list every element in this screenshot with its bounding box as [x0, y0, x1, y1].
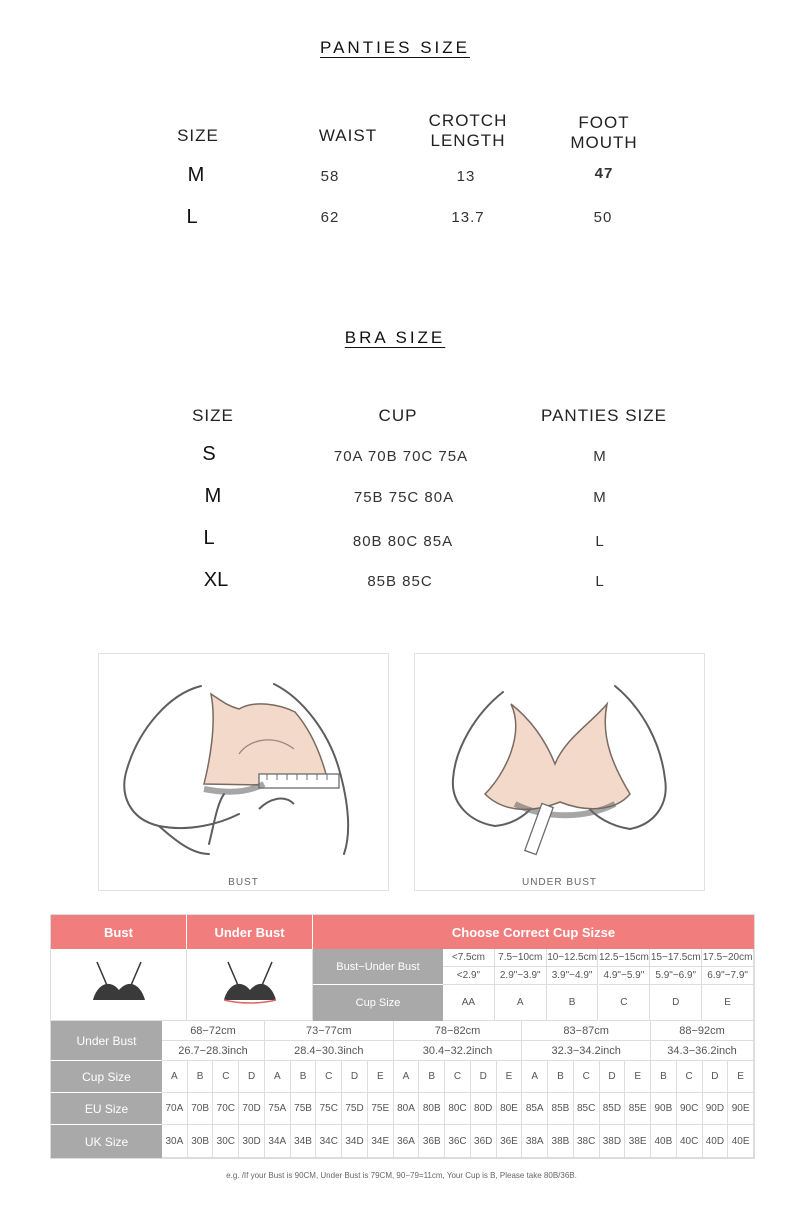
cup-size-cell: A — [394, 1061, 420, 1093]
panties-header-crotch-length: CROTCH LENGTH — [428, 111, 508, 150]
diff-inch-cell: 3.9"−4.9" — [547, 967, 599, 985]
uk-size-cell: 30B — [188, 1125, 214, 1158]
eu-size-cell: 70A — [162, 1093, 188, 1125]
eu-size-cell: 80B — [419, 1093, 445, 1125]
cup-size-cell: E — [497, 1061, 523, 1093]
eu-size-cell: 80A — [394, 1093, 420, 1125]
under-bust-cm-cell: 83−87cm — [522, 1021, 651, 1041]
eu-size-cell: 75D — [342, 1093, 368, 1125]
uk-size-cell: 38C — [574, 1125, 600, 1158]
panties-header-foot-mouth: FOOT MOUTH — [570, 113, 638, 152]
diff-cm-cell: 12.5−15cm — [599, 949, 651, 967]
row-label-under-bust: Under Bust — [51, 1021, 162, 1061]
eu-size-cell: 85B — [548, 1093, 574, 1125]
bra-row-cup: 80B 80C 85A — [352, 533, 454, 550]
panties-row-crotch: 13 — [456, 168, 476, 185]
eu-size-cell: 85C — [574, 1093, 600, 1125]
uk-size-cell: 36B — [419, 1125, 445, 1158]
eu-size-cell: 85A — [522, 1093, 548, 1125]
panties-header-size: SIZE — [177, 126, 219, 145]
under-bust-cm-cell: 73−77cm — [265, 1021, 394, 1041]
cup-size-cell: C — [316, 1061, 342, 1093]
eu-size-cell: 70B — [188, 1093, 214, 1125]
bra-icon — [220, 960, 280, 1010]
bust-bra-image — [51, 949, 187, 1021]
panties-row-size: M — [187, 164, 205, 186]
diff-inch-cell: 5.9"−6.9" — [650, 967, 702, 985]
uk-size-cell: 30C — [213, 1125, 239, 1158]
cup-letter-cell: D — [650, 985, 702, 1021]
cup-size-cell: B — [651, 1061, 677, 1093]
under-bust-inch-cell: 34.3−36.2inch — [651, 1041, 754, 1061]
uk-size-cell: 34D — [342, 1125, 368, 1158]
eu-size-cell: 80D — [471, 1093, 497, 1125]
uk-size-cell: 36D — [471, 1125, 497, 1158]
cup-size-cell: E — [368, 1061, 394, 1093]
row-label-uk-size: UK Size — [51, 1125, 162, 1158]
cup-size-chart — [50, 914, 755, 1159]
cup-size-cell: A — [265, 1061, 291, 1093]
eu-size-cell: 70D — [239, 1093, 265, 1125]
under-bust-measure-illustration — [415, 654, 704, 874]
diff-cm-cell: 10−12.5cm — [547, 949, 599, 967]
label-bust-minus-under-bust: Bust−Under Bust — [313, 949, 443, 985]
eu-size-cell: 75C — [316, 1093, 342, 1125]
under-bust-caption: UNDER BUST — [521, 877, 597, 888]
uk-size-cell: 30D — [239, 1125, 265, 1158]
under-bust-inch-cell: 26.7−28.3inch — [162, 1041, 265, 1061]
eu-size-cell: 75E — [368, 1093, 394, 1125]
bra-row-panties: L — [595, 573, 605, 590]
cup-size-cell: C — [213, 1061, 239, 1093]
panties-row-waist: 62 — [320, 209, 340, 226]
uk-size-cell: 40C — [677, 1125, 703, 1158]
under-bust-inch-cell: 30.4−32.2inch — [394, 1041, 523, 1061]
diff-cm-cell: 17.5−20cm — [702, 949, 754, 967]
bra-row-cup: 85B 85C — [367, 573, 433, 590]
bra-row-panties: M — [593, 489, 607, 506]
uk-size-cell: 34B — [291, 1125, 317, 1158]
cup-letter-cell: A — [495, 985, 547, 1021]
panties-row-foot: 50 — [593, 209, 613, 226]
cup-size-cell: B — [548, 1061, 574, 1093]
panties-row-waist: 58 — [320, 168, 340, 185]
under-bust-cm-cell: 78−82cm — [394, 1021, 523, 1041]
panties-row-size: L — [186, 206, 198, 228]
cup-size-cell: A — [522, 1061, 548, 1093]
eu-size-cell: 70C — [213, 1093, 239, 1125]
cup-letter-cell: E — [702, 985, 754, 1021]
eu-size-cell: 75A — [265, 1093, 291, 1125]
cup-size-cell: D — [239, 1061, 265, 1093]
header-choose-cup: Choose Correct Cup Sizse — [313, 915, 754, 949]
row-label-cup-size: Cup Size — [51, 1061, 162, 1093]
eu-size-cell: 90B — [651, 1093, 677, 1125]
under-bust-cm-cell: 88−92cm — [651, 1021, 754, 1041]
bra-row-size: S — [202, 443, 216, 465]
panties-header-waist: WAIST — [318, 126, 378, 145]
cup-size-cell: E — [728, 1061, 754, 1093]
uk-size-cell: 38D — [600, 1125, 626, 1158]
bra-row-size: XL — [203, 569, 229, 591]
bra-size-title: BRA SIZE — [344, 328, 446, 347]
eu-size-cell: 90D — [703, 1093, 729, 1125]
uk-size-cell: 38A — [522, 1125, 548, 1158]
bra-row-cup: 70A 70B 70C 75A — [333, 448, 469, 465]
bra-row-cup: 75B 75C 80A — [353, 489, 455, 506]
header-bust: Bust — [51, 915, 187, 949]
cup-letter-cell: B — [547, 985, 599, 1021]
cup-size-cell: D — [342, 1061, 368, 1093]
diff-cm-cell: 7.5−10cm — [495, 949, 547, 967]
uk-size-cell: 36E — [497, 1125, 523, 1158]
cup-size-cell: A — [162, 1061, 188, 1093]
bra-header-panties-size: PANTIES SIZE — [541, 406, 667, 425]
bra-row-size: M — [204, 485, 222, 507]
cup-size-cell: E — [625, 1061, 651, 1093]
bra-row-panties: L — [595, 533, 605, 550]
panties-size-title: PANTIES SIZE — [320, 38, 470, 57]
under-bust-bra-image — [187, 949, 313, 1021]
cup-letter-cell: AA — [443, 985, 495, 1021]
cup-size-cell: C — [677, 1061, 703, 1093]
uk-size-cell: 38E — [625, 1125, 651, 1158]
bust-measure-illustration — [99, 654, 388, 874]
bra-row-size: L — [203, 527, 215, 549]
cup-size-cell: D — [471, 1061, 497, 1093]
under-bust-inch-cell: 32.3−34.2inch — [522, 1041, 651, 1061]
diff-inch-cell: 6.9"−7.9" — [702, 967, 754, 985]
cup-size-cell: B — [291, 1061, 317, 1093]
uk-size-cell: 36A — [394, 1125, 420, 1158]
bra-row-panties: M — [593, 448, 607, 465]
uk-size-cell: 40E — [728, 1125, 754, 1158]
eu-size-cell: 85E — [625, 1093, 651, 1125]
uk-size-cell: 36C — [445, 1125, 471, 1158]
diff-inch-cell: 2.9"−3.9" — [495, 967, 547, 985]
header-under-bust: Under Bust — [187, 915, 313, 949]
cup-size-cell: B — [419, 1061, 445, 1093]
diff-cm-cell: <7.5cm — [443, 949, 495, 967]
bra-header-cup: CUP — [378, 406, 418, 425]
row-label-eu-size: EU Size — [51, 1093, 162, 1125]
uk-size-cell: 38B — [548, 1125, 574, 1158]
uk-size-cell: 34C — [316, 1125, 342, 1158]
eu-size-cell: 80E — [497, 1093, 523, 1125]
uk-size-cell: 40D — [703, 1125, 729, 1158]
eu-size-cell: 85D — [600, 1093, 626, 1125]
bra-header-size: SIZE — [192, 406, 234, 425]
eu-size-cell: 90E — [728, 1093, 754, 1125]
cup-size-cell: B — [188, 1061, 214, 1093]
eu-size-cell: 75B — [291, 1093, 317, 1125]
under-bust-illustration-panel — [414, 653, 705, 891]
bra-icon — [89, 960, 149, 1010]
cup-size-cell: C — [445, 1061, 471, 1093]
uk-size-cell: 30A — [162, 1125, 188, 1158]
diff-inch-cell: 4.9"−5.9" — [599, 967, 651, 985]
eu-size-cell: 90C — [677, 1093, 703, 1125]
under-bust-cm-cell: 68−72cm — [162, 1021, 265, 1041]
diff-cm-cell: 15−17.5cm — [650, 949, 702, 967]
bust-illustration-panel — [98, 653, 389, 891]
label-cup-size: Cup Size — [313, 985, 443, 1021]
eu-size-cell: 80C — [445, 1093, 471, 1125]
cup-size-cell: D — [703, 1061, 729, 1093]
diff-inch-cell: <2.9" — [443, 967, 495, 985]
cup-size-cell: C — [574, 1061, 600, 1093]
panties-row-crotch: 13.7 — [451, 209, 485, 226]
panties-row-foot: 47 — [594, 165, 614, 182]
cup-letter-cell: C — [599, 985, 651, 1021]
uk-size-cell: 40B — [651, 1125, 677, 1158]
under-bust-inch-cell: 28.4−30.3inch — [265, 1041, 394, 1061]
uk-size-cell: 34E — [368, 1125, 394, 1158]
bust-caption: BUST — [228, 877, 259, 888]
example-note: e.g. /If your Bust is 90CM, Under Bust is 79CM, 90−79=11cm, Your Cup is B, Please take 80B/36B. — [226, 1171, 577, 1180]
uk-size-cell: 34A — [265, 1125, 291, 1158]
cup-size-cell: D — [600, 1061, 626, 1093]
